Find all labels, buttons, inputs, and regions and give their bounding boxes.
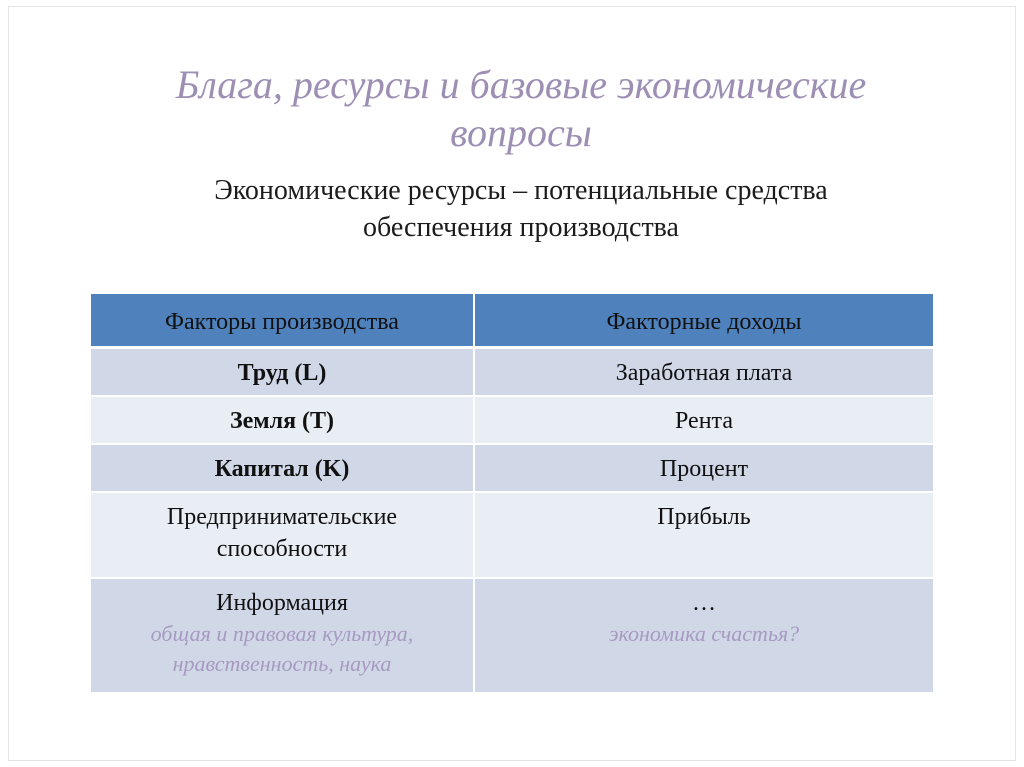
income-cell: Заработная плата bbox=[474, 348, 933, 397]
factor-note-line-1: общая и правовая культура, bbox=[150, 621, 414, 646]
table-row bbox=[91, 578, 933, 693]
table-row bbox=[91, 396, 933, 444]
table-row bbox=[91, 492, 933, 578]
factor-line-2: способности bbox=[216, 536, 348, 562]
factor-cell bbox=[91, 578, 474, 693]
factors-table bbox=[91, 294, 933, 694]
subtitle-line-2: обеспечения производства bbox=[363, 212, 679, 243]
table-row bbox=[91, 444, 933, 492]
income-note: экономика счастья? bbox=[608, 621, 800, 646]
header-incomes: Факторные доходы bbox=[474, 294, 933, 348]
factor-text: Информация bbox=[216, 590, 348, 616]
factor-note-line-2: нравственность, наука bbox=[172, 651, 392, 676]
factor-line-1: Предпринимательские bbox=[166, 504, 398, 530]
income-cell: Процент bbox=[474, 444, 933, 492]
factor-cell: Земля (T) bbox=[91, 396, 474, 444]
factor-cell: Капитал (K) bbox=[91, 444, 474, 492]
factor-cell bbox=[91, 492, 474, 578]
income-cell: Прибыль bbox=[474, 492, 933, 578]
slide-subtitle bbox=[69, 172, 973, 246]
income-ellipsis: … bbox=[692, 590, 716, 616]
title-line-2: вопросы bbox=[450, 110, 592, 155]
slide-title bbox=[69, 61, 973, 157]
table-header-row bbox=[91, 294, 933, 348]
subtitle-line-1: Экономические ресурсы – потенциальные средства bbox=[214, 175, 828, 206]
table-row bbox=[91, 348, 933, 397]
title-line-1: Блага, ресурсы и базовые экономические bbox=[175, 62, 867, 107]
income-cell: Рента bbox=[474, 396, 933, 444]
income-cell bbox=[474, 578, 933, 693]
header-factors: Факторы производства bbox=[91, 294, 474, 348]
factor-cell: Труд (L) bbox=[91, 348, 474, 397]
